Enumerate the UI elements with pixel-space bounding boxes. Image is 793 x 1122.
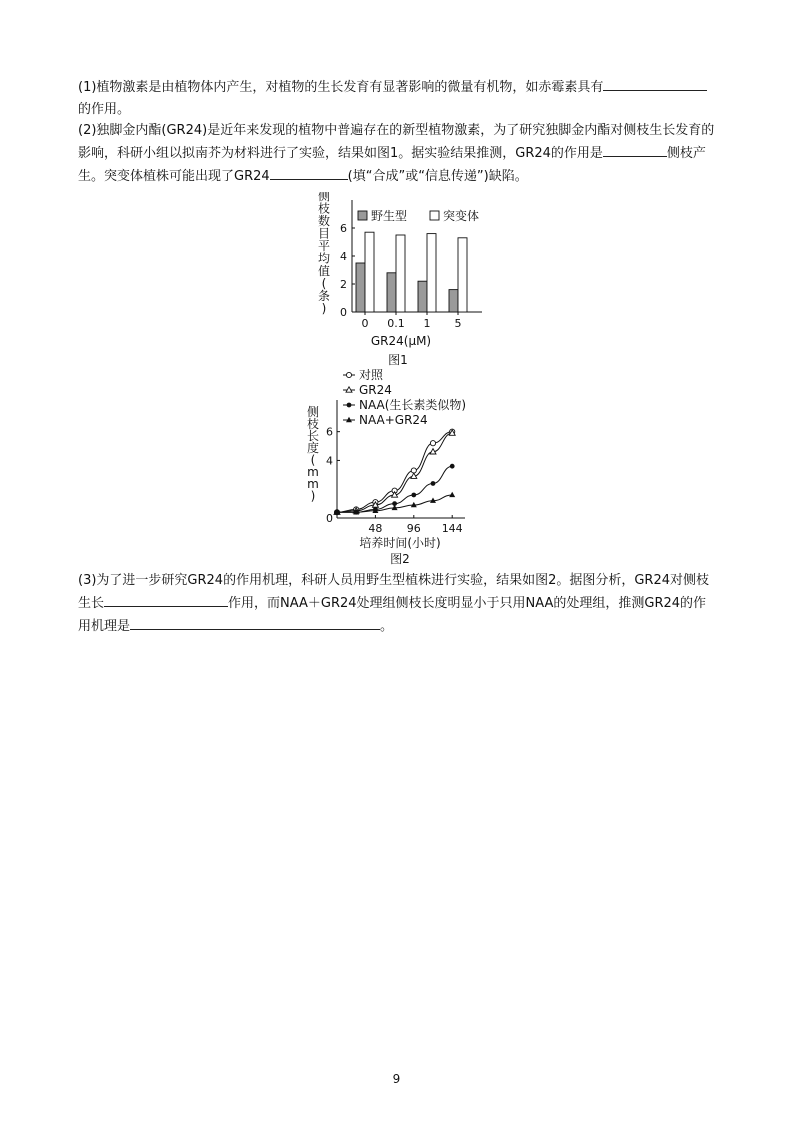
marker-open-circle <box>430 441 435 446</box>
x-tick-label: 144 <box>441 522 463 535</box>
page-number: 9 <box>392 1072 401 1086</box>
answer-blank-4[interactable] <box>104 592 228 607</box>
marker-filled-circle <box>411 493 416 498</box>
legend-label: 野生型 <box>371 209 408 223</box>
y-tick-label: 6 <box>340 222 347 235</box>
legend-label: 突变体 <box>443 209 480 223</box>
question-2-text-c: (填“合成”或“信息传递”)缺陷。 <box>347 169 528 184</box>
question-1-text-a: (1)植物激素是由植物体内产生，对植物的生长发育有显著影响的微量有机物，如赤霉素具有 <box>78 80 604 95</box>
figure-2-svg <box>300 366 540 566</box>
y-tick-label: 4 <box>340 250 347 263</box>
bar-mutant <box>427 234 436 312</box>
legend-swatch <box>358 211 367 220</box>
question-2-text-b: 侧枝产生。突变体植株可能出现了GR24 <box>78 146 706 184</box>
figure-2-xlabel: 培养时间(小时) <box>359 536 441 550</box>
y-tick-label: 4 <box>326 454 333 468</box>
question-3 <box>78 570 718 638</box>
y-tick-label: 6 <box>326 425 333 439</box>
x-tick-label: 48 <box>368 522 383 535</box>
bar-wild-type <box>449 290 458 312</box>
figure-1-xlabel: GR24(μM) <box>370 334 432 348</box>
figure-1-bars <box>356 232 467 312</box>
question-3-text-c: 。 <box>380 619 394 634</box>
bar-mutant <box>458 238 467 312</box>
question-1 <box>78 76 718 121</box>
answer-blank-3[interactable] <box>270 165 348 180</box>
figure-2-legend <box>343 367 466 427</box>
question-2-text-a: (2)独脚金内酯(GR24)是近年来发现的植物中普遍存在的新型植物激素，为了研究独脚金内酯对侧枝生长发育的影响，科研小组以拟南芥为材料进行了实验，结果如图1。据实验结果推测，GR24的作用是 <box>78 123 715 161</box>
legend-label: NAA+GR24 <box>359 413 428 427</box>
answer-blank-5[interactable] <box>130 615 380 630</box>
figure-2-ylabel: 侧枝长度( m m ) <box>306 405 320 503</box>
question-2 <box>78 120 718 188</box>
figure-1-svg <box>290 192 520 372</box>
legend-label: NAA(生长素类似物) <box>359 398 467 412</box>
x-tick-label: 0.1 <box>387 317 405 330</box>
figure-1 <box>290 192 520 376</box>
figure-2-title: 图2 <box>390 552 410 566</box>
question-3-text-a: (3)为了进一步研究GR24的作用机理，科研人员用野生型植株进行实验，结果如图2。据图分析，GR24对侧枝生长 <box>78 573 709 611</box>
bar-wild-type <box>418 281 427 312</box>
marker-open-circle <box>346 372 351 377</box>
marker-filled-circle <box>347 403 352 408</box>
x-tick-label: 1 <box>423 317 431 330</box>
question-1-text-b: 的作用。 <box>78 102 131 117</box>
marker-filled-triangle <box>449 492 455 497</box>
question-3-text-b: 作用，而NAA＋GR24处理组侧枝长度明显小于只用NAA的处理组，推测GR24的作用机理是 <box>78 596 707 634</box>
x-tick-label: 96 <box>406 522 421 535</box>
legend-swatch <box>430 211 439 220</box>
figure-1-title: 图1 <box>388 353 408 367</box>
y-tick-label: 0 <box>326 512 333 525</box>
x-tick-label: 0 <box>361 317 369 330</box>
marker-filled-circle <box>431 481 436 486</box>
y-tick-label: 2 <box>340 278 347 291</box>
figure-2-lines <box>334 429 455 515</box>
legend-label: 对照 <box>359 368 384 382</box>
legend-label: GR24 <box>359 383 392 397</box>
x-tick-label: 5 <box>454 317 462 330</box>
answer-blank-2[interactable] <box>603 142 667 157</box>
answer-blank-1[interactable] <box>603 76 707 91</box>
figure-1-legend <box>358 208 479 223</box>
bar-mutant <box>365 232 374 312</box>
marker-filled-circle <box>450 464 455 469</box>
bar-wild-type <box>387 273 396 312</box>
bar-mutant <box>396 235 405 312</box>
figure-1-ylabel: 侧枝数目平均值(条) <box>317 192 331 316</box>
bar-wild-type <box>356 263 365 312</box>
y-tick-label: 0 <box>340 306 347 319</box>
figure-2 <box>300 366 540 570</box>
